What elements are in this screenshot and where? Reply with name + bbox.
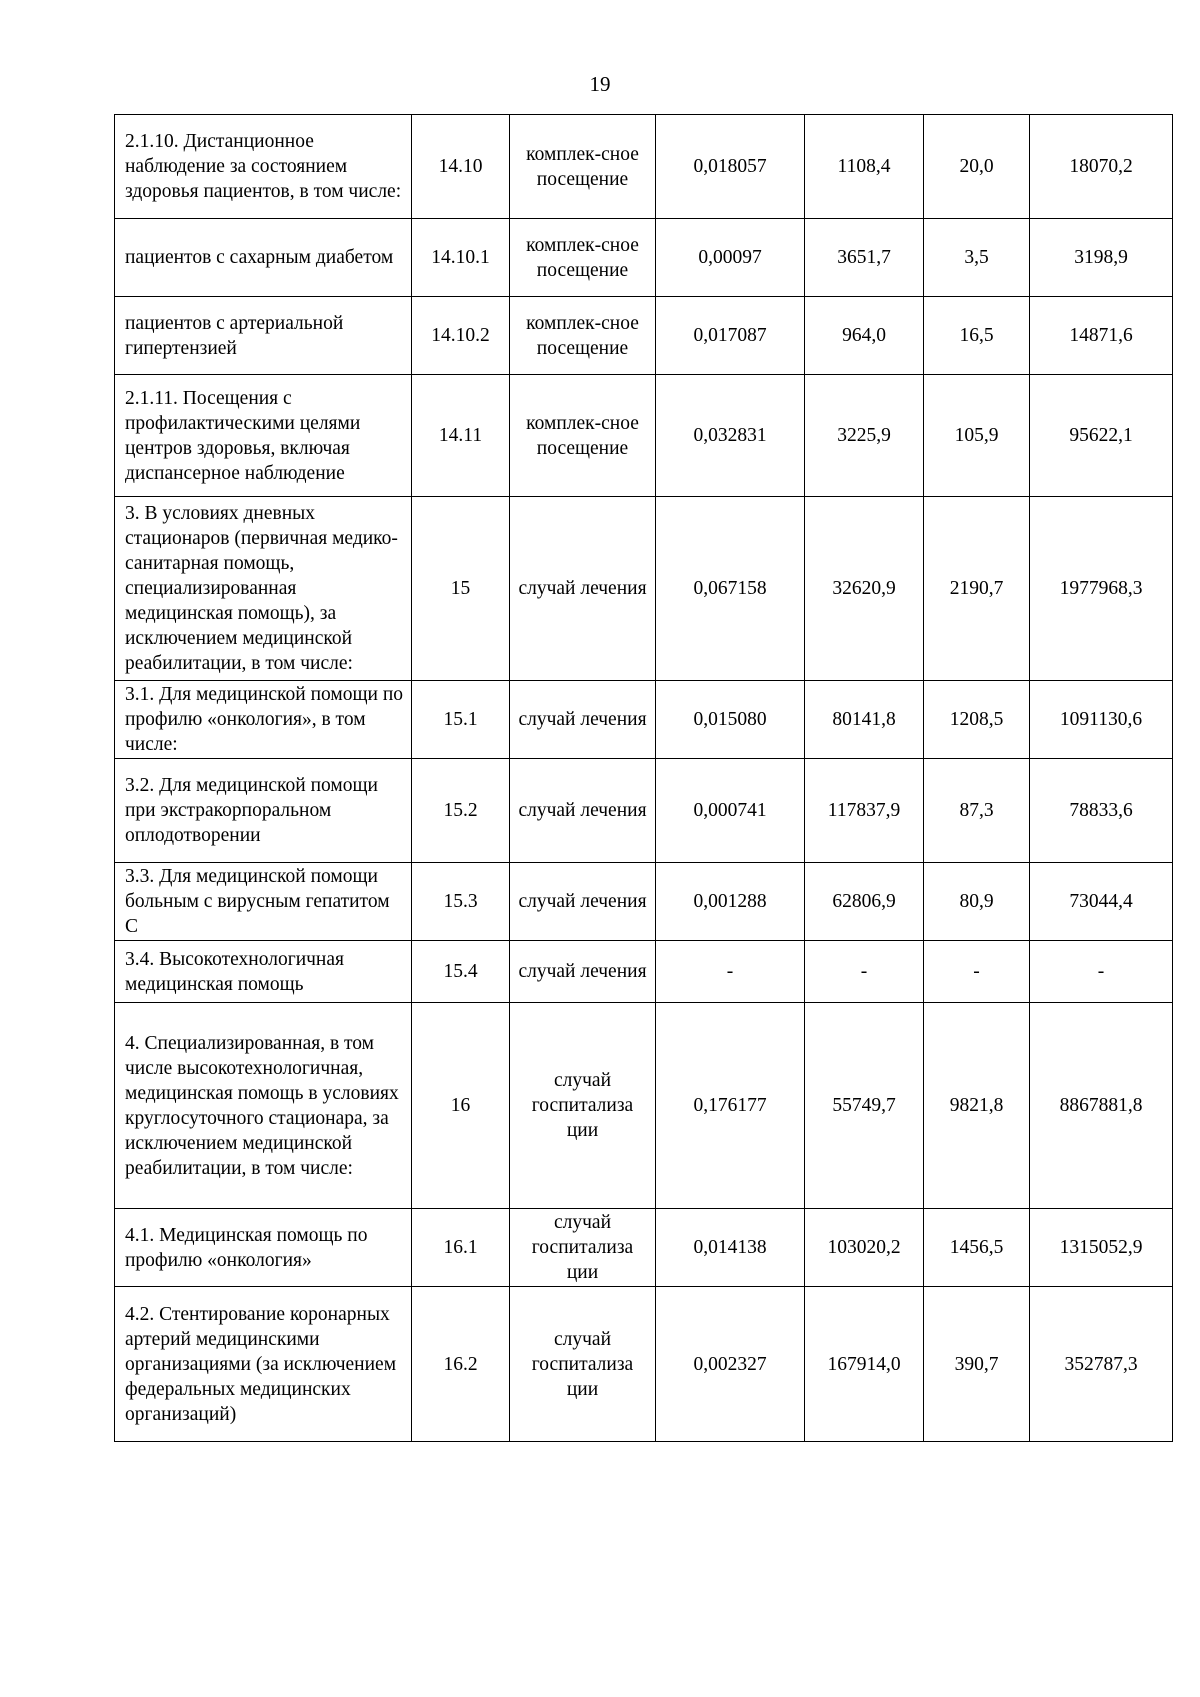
row-norm: 0,000741 <box>656 759 805 863</box>
row-total: 95622,1 <box>1030 375 1173 497</box>
row-per-capita: 105,9 <box>924 375 1030 497</box>
row-cost: 32620,9 <box>805 497 924 681</box>
row-per-capita: 80,9 <box>924 863 1030 941</box>
row-unit: комплек-сное посещение <box>510 115 656 219</box>
row-name: пациентов с артериальной гипертензией <box>115 297 412 375</box>
row-name: 4.1. Медицинская помощь по профилю «онкология» <box>115 1209 412 1287</box>
row-code: 15.1 <box>412 681 510 759</box>
row-norm: 0,176177 <box>656 1003 805 1209</box>
row-norm: 0,002327 <box>656 1287 805 1442</box>
row-cost: 80141,8 <box>805 681 924 759</box>
row-norm: 0,032831 <box>656 375 805 497</box>
row-name: 3.3. Для медицинской помощи больным с вирусным гепатитом С <box>115 863 412 941</box>
norms-table <box>114 114 1173 1442</box>
row-code: 15 <box>412 497 510 681</box>
row-unit: случай лечения <box>510 681 656 759</box>
row-total: 1977968,3 <box>1030 497 1173 681</box>
row-per-capita: 1456,5 <box>924 1209 1030 1287</box>
row-total: 18070,2 <box>1030 115 1173 219</box>
row-cost: 964,0 <box>805 297 924 375</box>
row-name: 2.1.10. Дистанционное наблюдение за состоянием здоровья пациентов, в том числе: <box>115 115 412 219</box>
row-per-capita: 16,5 <box>924 297 1030 375</box>
row-code: 14.10.2 <box>412 297 510 375</box>
row-unit: случай лечения <box>510 941 656 1003</box>
row-name: 4. Специализированная, в том числе высокотехнологичная, медицинская помощь в условиях круглосуточного стационара, за исключением медицинской реабилитации, в том числе: <box>115 1003 412 1209</box>
row-cost: 3225,9 <box>805 375 924 497</box>
row-cost: 117837,9 <box>805 759 924 863</box>
table-row <box>115 1003 1173 1209</box>
row-total: 78833,6 <box>1030 759 1173 863</box>
row-total: 1315052,9 <box>1030 1209 1173 1287</box>
row-per-capita: 390,7 <box>924 1287 1030 1442</box>
row-code: 16.2 <box>412 1287 510 1442</box>
row-code: 15.4 <box>412 941 510 1003</box>
row-norm: 0,018057 <box>656 115 805 219</box>
table-row <box>115 115 1173 219</box>
table-row <box>115 681 1173 759</box>
row-norm: 0,017087 <box>656 297 805 375</box>
row-norm: 0,015080 <box>656 681 805 759</box>
row-total: 1091130,6 <box>1030 681 1173 759</box>
row-code: 15.3 <box>412 863 510 941</box>
table-row <box>115 863 1173 941</box>
row-unit: комплек-сное посещение <box>510 297 656 375</box>
row-code: 14.10 <box>412 115 510 219</box>
row-name: пациентов с сахарным диабетом <box>115 219 412 297</box>
table-row <box>115 497 1173 681</box>
row-norm: 0,067158 <box>656 497 805 681</box>
row-cost: 62806,9 <box>805 863 924 941</box>
row-cost: 55749,7 <box>805 1003 924 1209</box>
row-per-capita: - <box>924 941 1030 1003</box>
row-name: 3.2. Для медицинской помощи при экстракорпоральном оплодотворении <box>115 759 412 863</box>
table-row <box>115 375 1173 497</box>
table-row <box>115 759 1173 863</box>
row-unit: случай госпитализа ции <box>510 1209 656 1287</box>
row-unit: случай лечения <box>510 759 656 863</box>
row-cost: 3651,7 <box>805 219 924 297</box>
table-row <box>115 219 1173 297</box>
row-name: 3.1. Для медицинской помощи по профилю «онкология», в том числе: <box>115 681 412 759</box>
table-row <box>115 1209 1173 1287</box>
row-code: 14.10.1 <box>412 219 510 297</box>
row-unit: случай госпитализа ции <box>510 1287 656 1442</box>
row-code: 16.1 <box>412 1209 510 1287</box>
row-unit: случай лечения <box>510 497 656 681</box>
row-norm: 0,001288 <box>656 863 805 941</box>
table-row <box>115 297 1173 375</box>
row-total: 14871,6 <box>1030 297 1173 375</box>
row-code: 15.2 <box>412 759 510 863</box>
row-total: 73044,4 <box>1030 863 1173 941</box>
row-per-capita: 9821,8 <box>924 1003 1030 1209</box>
row-norm: 0,00097 <box>656 219 805 297</box>
row-per-capita: 1208,5 <box>924 681 1030 759</box>
row-unit: случай лечения <box>510 863 656 941</box>
row-cost: - <box>805 941 924 1003</box>
table-row <box>115 941 1173 1003</box>
row-name: 2.1.11. Посещения с профилактическими целями центров здоровья, включая диспансерное наблюдение <box>115 375 412 497</box>
row-total: - <box>1030 941 1173 1003</box>
row-name: 3.4. Высокотехнологичная медицинская помощь <box>115 941 412 1003</box>
row-per-capita: 2190,7 <box>924 497 1030 681</box>
row-per-capita: 87,3 <box>924 759 1030 863</box>
row-code: 16 <box>412 1003 510 1209</box>
row-per-capita: 3,5 <box>924 219 1030 297</box>
row-unit: комплек-сное посещение <box>510 375 656 497</box>
row-total: 8867881,8 <box>1030 1003 1173 1209</box>
row-norm: 0,014138 <box>656 1209 805 1287</box>
row-per-capita: 20,0 <box>924 115 1030 219</box>
row-name: 3. В условиях дневных стационаров (первичная медико-санитарная помощь, специализированная медицинская помощь), за исключением медицинской реабилитации, в том числе: <box>115 497 412 681</box>
row-cost: 103020,2 <box>805 1209 924 1287</box>
row-norm: - <box>656 941 805 1003</box>
row-total: 352787,3 <box>1030 1287 1173 1442</box>
row-total: 3198,9 <box>1030 219 1173 297</box>
row-unit: комплек-сное посещение <box>510 219 656 297</box>
table-row <box>115 1287 1173 1442</box>
row-name: 4.2. Стентирование коронарных артерий медицинскими организациями (за исключением федеральных медицинских организаций) <box>115 1287 412 1442</box>
row-unit: случай госпитализа ции <box>510 1003 656 1209</box>
row-cost: 1108,4 <box>805 115 924 219</box>
page-number: 19 <box>589 72 611 96</box>
row-cost: 167914,0 <box>805 1287 924 1442</box>
row-code: 14.11 <box>412 375 510 497</box>
